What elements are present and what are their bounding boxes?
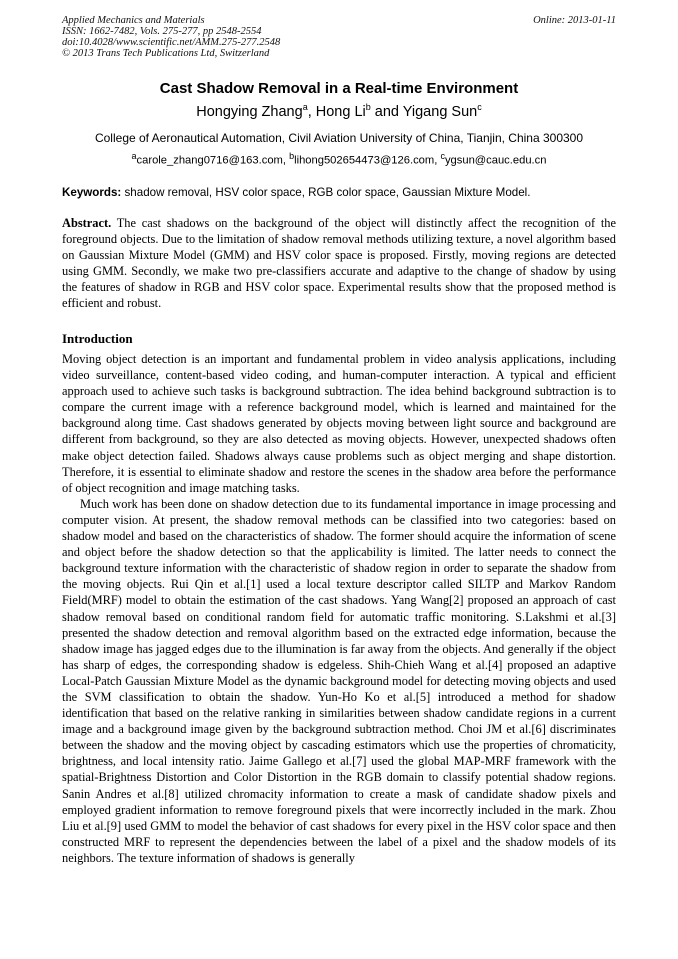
copyright-line: © 2013 Trans Tech Publications Ltd, Switzerland [62, 48, 270, 59]
email-separator: , [434, 154, 441, 167]
author-name: Hong Li [315, 103, 366, 120]
section-heading: Introduction [62, 331, 133, 346]
email-mark: c [440, 151, 445, 161]
keywords-label: Keywords: [62, 186, 122, 199]
email-list [62, 151, 616, 167]
online-date: Online: 2013-01-11 [533, 15, 616, 26]
author-affil-mark: c [477, 102, 482, 112]
journal-name: Applied Mechanics and Materials [62, 15, 205, 26]
journal-header [62, 15, 616, 59]
author-name: Yigang Sun [402, 103, 478, 120]
author-separator: and [370, 103, 403, 120]
author-affil-mark: b [365, 102, 371, 112]
affiliation: College of Aeronautical Automation, Civil Aviation University of China, Tianjin, China 300300 [94, 131, 584, 145]
author-list [62, 102, 616, 120]
body-paragraph: Moving object detection is an important and fundamental problem in video analysis applications, including video surveillance, content-based video coding, and human-computer interaction. A typical and efficient approach used to achieve such tasks is background subtraction. The idea behind background subtraction is to compare the current image with a reference background model, which is learned and maintained for the background along time. Cast shadows generated by objects moving between light source and background are different from background, so they are also detected as moving objects. However, unexpected shadows often make object detection failed. Shadows always cause problems such as object merging and shape distortion. Therefore, it is essential to eliminate shadow and restore the scenes in the shadow area before the performance of object recognition and image matching tasks. [62, 352, 616, 495]
paper-title: Cast Shadow Removal in a Real-time Environment [159, 80, 519, 97]
body-text [62, 351, 616, 866]
author-affil-mark: a [302, 102, 308, 112]
email-address[interactable]: ygsun@cauc.edu.cn [444, 154, 547, 167]
abstract [62, 215, 616, 311]
email-mark: a [131, 151, 137, 161]
author-name: Hongying Zhang [196, 103, 303, 120]
author-separator: , [307, 103, 316, 120]
keywords-line [62, 186, 616, 199]
doi-line: doi:10.4028/www.scientific.net/AMM.275-277.2548 [62, 37, 281, 48]
abstract-text: The cast shadows on the background of the object will distinctly affect the recognition of the foreground objects. Due to the limitation of shadow removal methods utilizing texture, a novel algorithm based on Gaussian Mixture Model (GMM) and HSV color space is proposed. Firstly, moving regions are detected using GMM. Secondly, we make two pre-classifiers accurate and adaptive to the change of shadow by using the features of shadow in RGB and HSV color space. Experimental results show that the proposed method is efficient and robust. [62, 216, 616, 310]
body-paragraph: Much work has been done on shadow detection due to its fundamental importance in image processing and computer vision. At present, the shadow removal methods can be classified into two categories: based on shadow model and based on the characteristics of shadow. The former should acquire the information of scene and object before the shadow detection so that the applicability is limited. The latter needs to connect the background texture information with the characteristic of shadow region in order to separate the shadow from the moving objects. Rui Qin et al.[1] used a local texture descriptor called SILTP and Markov Random Field(MRF) model to obtain the estimation of the cast shadows. Yang Wang[2] proposed an approach of cast shadow removal based on conditional random field for automatic traffic monitoring. S.Lakshmi et al.[3] presented the shadow detection and removal algorithm based on the extracted edge information, because the shadow image has jagged edges due to the illumination is far away from the objects. And generally if the object has sharp of edges, the corresponding shadow is edgeless. Shih-Chieh Wang et al.[4] proposed an adaptive Local-Patch Gaussian Mixture Model as the dynamic background model for detecting moving objects and used the SVM classification to obtain the shadow. Yun-Ho Ko et al.[5] introduced a method for shadow identification that based on the relative ranking in similarities between shadow candidate regions in a current image and a background image given by the background subtraction method. Choi JM et al.[6] discriminates between the shadow and the moving object by cascading estimators which use the properties of chromaticity, brightness, and local intensity ratio. Jaime Gallego et al.[7] used the global MAP-MRF framework with the spatial-Brightness Distortion and Color Distortion in the RGB domain to classify potential shadow regions. Sanin Andres et al.[8] utilized chromacity information to create a mask of candidate shadow pixels and employed gradient information to remove foreground pixels that were incorrectly included in the mark. Zhou Liu et al.[9] used GMM to model the behavior of cast shadows for every pixel in the HSV color space and then constructed MRF to represent the dependencies between the label of a pixel and the shadow models of its neighbors. The texture information of shadows is generally [62, 496, 616, 865]
email-mark: b [289, 151, 295, 161]
issn-line: ISSN: 1662-7482, Vols. 275-277, pp 2548-2554 [62, 26, 262, 37]
email-address[interactable]: carole_zhang0716@163.com [136, 154, 283, 167]
abstract-label: Abstract. [62, 216, 112, 230]
keywords-text: shadow removal, HSV color space, RGB color space, Gaussian Mixture Model. [121, 186, 531, 199]
email-separator: , [282, 154, 290, 167]
email-address[interactable]: lihong502654473@126.com [294, 154, 435, 167]
